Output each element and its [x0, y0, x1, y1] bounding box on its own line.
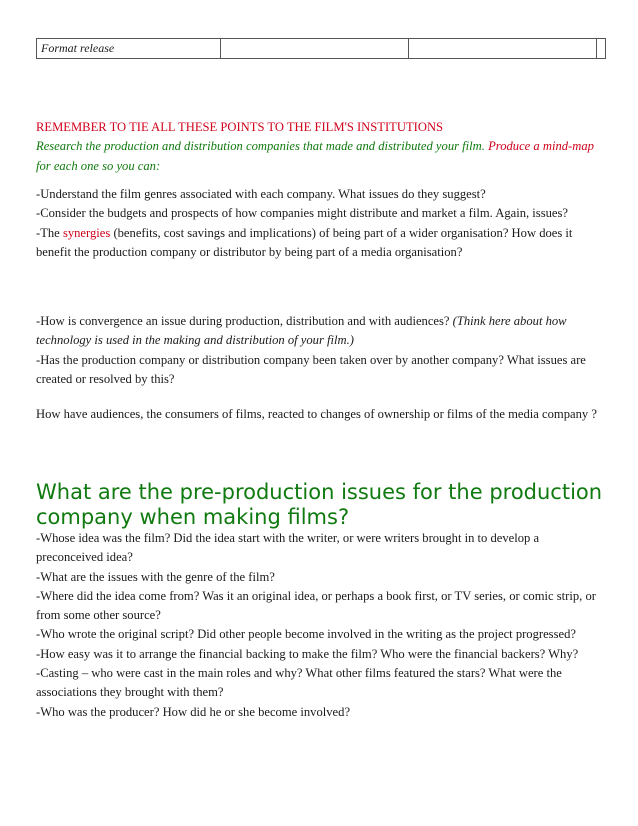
list-item: [36, 224, 606, 263]
list-item: [36, 312, 606, 351]
list-item: -Where did the idea come from? Was it an original idea, or perhaps a book first, or TV series, or comic strip, or from some other source?: [36, 588, 596, 623]
question-list-2: [36, 312, 606, 389]
research-instruction: [36, 137, 606, 176]
list-item: -Who wrote the original script? Did other people become involved in the writing as the project progressed?: [36, 627, 576, 642]
research-tail: for each one so you can:: [36, 158, 161, 173]
research-text: Research the production and distribution companies that made and distributed your film.: [36, 139, 485, 154]
list-item: -Casting – who were cast in the main roles and why? What other films featured the stars? What were the associations they brought with them?: [36, 666, 562, 700]
remember-note: REMEMBER TO TIE ALL THESE POINTS TO THE FILM'S INSTITUTIONS: [36, 120, 444, 134]
convergence-question: -How is convergence an issue during production, distribution and with audiences?: [36, 314, 450, 328]
list-item: -Has the production company or distribution company been taken over by another company? What issues are created or resolved by this?: [36, 352, 586, 386]
list-item: -How easy was it to arrange the financial backing to make the film? Who were the financial backers? Why?: [36, 646, 579, 661]
synergies-term: synergies: [62, 225, 111, 240]
synergies-prefix: -The: [36, 225, 60, 240]
section-heading: What are the pre-production issues for the production company when making films?: [36, 480, 603, 529]
list-item: -Who was the producer? How did he or she become involved?: [36, 704, 351, 719]
table-cell: [597, 39, 606, 59]
convergence-hint: (Think here about how technology is used in the making and distribution of your film.): [36, 314, 567, 348]
audiences-question: How have audiences, the consumers of films, reacted to changes of ownership or films of the media company ?: [36, 407, 597, 421]
list-item: -Consider the budgets and prospects of how companies might distribute and market a film. Again, issues?: [36, 206, 568, 221]
synergies-suffix: (benefits, cost savings and implications) of being part of a wider organisation? How does it benefit the production company or distributor by being part of a media organisation?: [36, 225, 573, 259]
table-row: [37, 39, 606, 59]
question-list-1: [36, 185, 606, 262]
instructions-block: [36, 118, 606, 176]
release-table: [36, 38, 606, 59]
table-cell: [409, 39, 597, 59]
format-release-cell: Format release: [37, 39, 221, 59]
mind-map-text: Produce a mind-map: [488, 139, 594, 154]
list-item: -Understand the film genres associated with each company. What issues do they suggest?: [36, 187, 486, 201]
list-item: -What are the issues with the genre of the film?: [36, 569, 275, 584]
table-cell: [221, 39, 409, 59]
question-list-3: [36, 529, 606, 722]
list-item: -Whose idea was the film? Did the idea start with the writer, or were writers brought in to develop a preconceived idea?: [36, 531, 540, 565]
